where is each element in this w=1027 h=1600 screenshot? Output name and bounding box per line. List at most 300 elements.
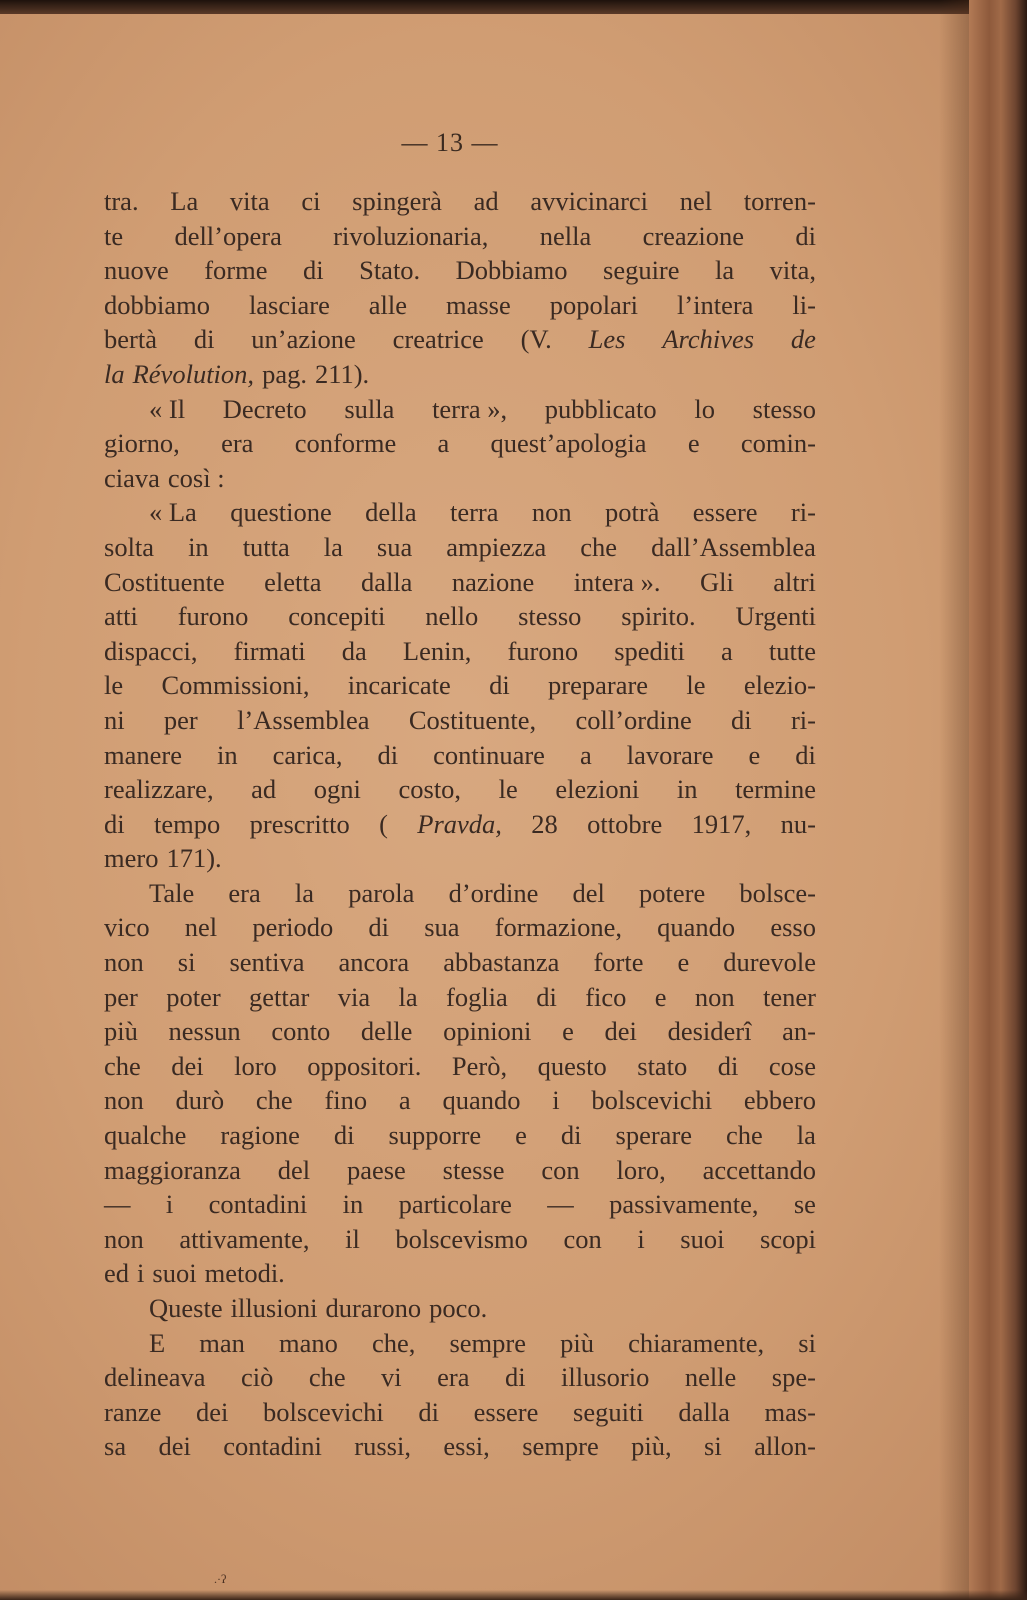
word: Però, xyxy=(451,1050,508,1081)
word: e xyxy=(654,981,667,1012)
book-spine xyxy=(969,0,1027,1600)
word: scopi xyxy=(760,1223,816,1254)
word: ( xyxy=(379,808,388,839)
word: firmati xyxy=(233,635,306,666)
word: nuove xyxy=(104,255,169,286)
word: di xyxy=(489,670,510,701)
word: di xyxy=(333,1120,355,1151)
text-line xyxy=(104,565,816,600)
word: seguire xyxy=(603,255,680,286)
text-line xyxy=(104,322,816,357)
word: la xyxy=(323,531,343,562)
word: E xyxy=(149,1327,166,1358)
word: Decreto xyxy=(222,393,307,424)
text-line xyxy=(104,599,816,634)
word: stesse xyxy=(442,1154,505,1185)
word: la xyxy=(398,981,418,1012)
word: Lenin, xyxy=(402,635,472,666)
word: in xyxy=(188,531,209,562)
word: si xyxy=(798,1327,816,1358)
text-line xyxy=(104,634,816,669)
word: qualche xyxy=(104,1120,187,1151)
text-line xyxy=(104,945,816,980)
text-line xyxy=(104,1118,816,1153)
word: Stato. xyxy=(359,255,421,286)
word: contadini xyxy=(223,1431,322,1462)
word: ciava xyxy=(104,462,160,493)
word: illusioni xyxy=(230,1293,318,1323)
word: termine xyxy=(735,774,816,805)
word: mano xyxy=(279,1327,338,1358)
word: essere xyxy=(692,497,758,528)
word: preparare xyxy=(548,670,649,701)
word: di xyxy=(795,739,816,770)
word: (V. xyxy=(520,324,552,355)
word: di xyxy=(104,808,125,839)
word: durevole xyxy=(723,947,816,978)
page-top-edge xyxy=(0,0,1027,14)
word: continuare xyxy=(433,739,545,770)
text-line xyxy=(104,1049,816,1084)
word: sperare xyxy=(615,1120,693,1151)
word: dei xyxy=(171,1050,204,1081)
word: opinioni xyxy=(443,1016,532,1047)
word: creatrice xyxy=(392,324,484,355)
word: delle xyxy=(360,1016,413,1047)
text-line xyxy=(104,876,816,911)
page-bottom-edge xyxy=(0,1590,1027,1600)
word: l’Assemblea xyxy=(237,704,370,735)
word: sa xyxy=(104,1431,127,1462)
text-line xyxy=(104,1187,816,1222)
word: la xyxy=(715,255,735,286)
word: e xyxy=(562,1016,574,1047)
word: del xyxy=(572,877,605,908)
word: cose xyxy=(768,1050,816,1081)
word: era xyxy=(228,877,261,908)
word: foglia xyxy=(446,981,508,1012)
word: 171). xyxy=(166,843,222,874)
word: realizzare, xyxy=(104,774,214,805)
ink-smudge: .·ʔ xyxy=(214,1572,227,1586)
word: « La xyxy=(149,497,197,528)
word: più, xyxy=(631,1431,672,1462)
word: seguiti xyxy=(573,1396,644,1427)
word: forme xyxy=(204,255,268,286)
word: da xyxy=(341,635,367,666)
word: — xyxy=(547,1189,574,1220)
text-line xyxy=(104,357,816,392)
text-line xyxy=(104,495,816,530)
word: maggioranza xyxy=(104,1154,241,1185)
word: più xyxy=(104,1016,138,1047)
page-number: — 13 — xyxy=(401,128,499,157)
word: tener xyxy=(763,981,816,1012)
word: manere xyxy=(104,739,182,770)
word: via xyxy=(337,981,371,1012)
word: in xyxy=(676,774,698,805)
word: questo xyxy=(537,1050,607,1081)
word: vi xyxy=(381,1362,402,1393)
word: conto xyxy=(271,1016,331,1047)
word: russi, xyxy=(354,1431,411,1462)
word: vita, xyxy=(769,255,816,286)
text-line xyxy=(104,288,816,323)
word: elezioni xyxy=(555,774,640,805)
text-line xyxy=(104,1395,816,1430)
word: allon- xyxy=(754,1431,816,1462)
word: che xyxy=(255,1085,293,1116)
word: essi, xyxy=(443,1431,490,1462)
word: tra. xyxy=(104,186,139,216)
text-line xyxy=(104,1014,816,1049)
word: 211). xyxy=(314,358,370,389)
word: quando xyxy=(657,912,736,943)
word: dalla xyxy=(360,566,413,597)
word: elezio- xyxy=(743,670,816,701)
word: pag. xyxy=(262,358,307,389)
word: ragione xyxy=(220,1120,300,1151)
word: concepiti xyxy=(288,601,386,632)
word: e xyxy=(687,428,700,459)
word: e xyxy=(677,947,690,978)
word: prescritto xyxy=(249,808,350,839)
word: « Il xyxy=(149,393,186,424)
word: sulla xyxy=(344,393,395,424)
word: coll’ordine xyxy=(575,704,692,735)
word: dall’Assemblea xyxy=(651,531,816,562)
word: sua xyxy=(424,912,460,943)
word: di xyxy=(536,981,557,1012)
text-line xyxy=(104,426,816,461)
word: che xyxy=(308,1362,346,1393)
word: si xyxy=(704,1431,722,1462)
word: che, xyxy=(371,1327,416,1358)
word: te xyxy=(104,220,124,251)
word: nazione xyxy=(451,566,535,597)
word: così : xyxy=(167,462,225,493)
word: ed xyxy=(104,1258,130,1289)
word: poco. xyxy=(429,1293,488,1323)
word: non xyxy=(531,497,572,528)
word: se xyxy=(793,1189,816,1220)
word: e xyxy=(515,1120,527,1151)
word: supporre xyxy=(388,1120,482,1151)
word: quando xyxy=(442,1085,521,1116)
word: di xyxy=(795,220,816,251)
word: ni xyxy=(104,704,125,735)
word: lo xyxy=(694,393,715,424)
word: le xyxy=(686,670,706,701)
word: dalla xyxy=(678,1396,730,1427)
word: delineava xyxy=(104,1362,206,1393)
word: forte xyxy=(593,947,644,978)
word: Gli xyxy=(699,566,734,597)
word: di xyxy=(560,1120,582,1151)
word: gettar xyxy=(249,981,310,1012)
word: più xyxy=(560,1327,594,1358)
word: sentiva xyxy=(229,947,305,978)
word: i xyxy=(165,1189,174,1220)
word: parola xyxy=(348,877,415,908)
word: Costituente xyxy=(104,566,225,597)
word: a xyxy=(437,428,450,459)
word: conforme xyxy=(294,428,397,459)
word: si xyxy=(177,947,196,978)
text-line xyxy=(104,1083,816,1118)
word: 28 xyxy=(531,808,558,839)
word: Tale xyxy=(149,877,195,908)
word: attivamente, xyxy=(179,1223,310,1254)
word: nelle xyxy=(684,1362,737,1393)
word: la xyxy=(104,358,125,389)
word: che xyxy=(580,531,618,562)
word: un’azione xyxy=(251,324,356,355)
word: dell’opera xyxy=(174,220,282,251)
word: tutta xyxy=(242,531,290,562)
body-text xyxy=(104,184,816,1464)
word: La xyxy=(170,186,199,216)
word: questione xyxy=(230,497,332,528)
word: quest’apologia xyxy=(490,428,647,459)
word: durò xyxy=(175,1085,225,1116)
word: i xyxy=(552,1085,560,1116)
word: spediti xyxy=(614,635,685,666)
word: per xyxy=(104,981,138,1012)
word: ciò xyxy=(240,1362,274,1393)
word: sua xyxy=(376,531,413,562)
word: man xyxy=(199,1327,245,1358)
word: mas- xyxy=(764,1396,816,1427)
text-line xyxy=(104,772,816,807)
word: alle xyxy=(368,289,408,320)
word: ranze xyxy=(104,1396,162,1427)
word: ri- xyxy=(790,704,816,735)
word: li- xyxy=(792,289,816,320)
word: i xyxy=(637,1223,645,1254)
word: e xyxy=(748,739,761,770)
word: bertà xyxy=(104,324,157,355)
word: dobbiamo xyxy=(104,289,210,320)
word: nella xyxy=(539,220,592,251)
word: terra xyxy=(449,497,499,528)
text-line xyxy=(104,184,816,219)
word: non xyxy=(104,1085,144,1116)
word: suoi xyxy=(152,1258,197,1289)
word: in xyxy=(342,1189,364,1220)
word: dei xyxy=(158,1431,191,1462)
word: Archives xyxy=(662,324,755,355)
word: di xyxy=(504,1362,526,1393)
text-line xyxy=(104,1326,816,1361)
word: bolscevismo xyxy=(395,1223,528,1254)
word: dei xyxy=(196,1396,229,1427)
word: mero xyxy=(104,843,159,874)
word: Révolution, xyxy=(132,358,255,389)
text-line xyxy=(104,1291,816,1326)
text-line xyxy=(104,1256,816,1291)
word: sempre xyxy=(522,1431,599,1462)
word: altri xyxy=(773,566,816,597)
word: ancora xyxy=(338,947,410,978)
text-line xyxy=(104,668,816,703)
word: tempo xyxy=(154,808,221,839)
word: ebbero xyxy=(743,1085,816,1116)
word: costo, xyxy=(398,774,462,805)
word: bolsce- xyxy=(739,877,816,908)
word: fino xyxy=(324,1085,368,1116)
word: sempre xyxy=(449,1327,526,1358)
word: suoi xyxy=(680,1223,725,1254)
word: terra », xyxy=(432,393,508,424)
word: — xyxy=(104,1189,131,1220)
word: essere xyxy=(473,1396,539,1427)
word: formazione, xyxy=(494,912,622,943)
word: accettando xyxy=(702,1154,816,1185)
text-line xyxy=(104,530,816,565)
word: che xyxy=(104,1050,141,1081)
word: 1917, xyxy=(691,808,752,839)
word: ampiezza xyxy=(446,531,547,562)
word: metodi. xyxy=(204,1258,285,1289)
word: a xyxy=(721,635,733,666)
word: dispacci, xyxy=(104,635,198,666)
word: con xyxy=(563,1223,602,1254)
word: masse xyxy=(445,289,511,320)
word: atti xyxy=(104,601,138,632)
text-line xyxy=(104,1360,816,1395)
word: di xyxy=(418,1396,439,1427)
word: popolari xyxy=(549,289,638,320)
word: a xyxy=(398,1085,411,1116)
word: le xyxy=(498,774,518,805)
word: periodo xyxy=(252,912,334,943)
word: la xyxy=(294,877,315,908)
word: spe- xyxy=(771,1362,816,1393)
word: per xyxy=(163,704,198,735)
word: Les xyxy=(588,324,626,355)
word: potrà xyxy=(604,497,660,528)
word: con xyxy=(541,1154,580,1185)
word: le xyxy=(104,670,124,701)
word: Pravda, xyxy=(417,808,502,839)
word: desiderî xyxy=(667,1016,752,1047)
word: Costituente, xyxy=(408,704,537,735)
word: la xyxy=(796,1120,816,1151)
word: era xyxy=(437,1362,470,1393)
word: Queste xyxy=(149,1293,223,1323)
word: intera ». xyxy=(573,566,661,597)
word: spingerà xyxy=(352,186,442,216)
text-line xyxy=(104,1429,816,1464)
word: ottobre xyxy=(587,808,663,839)
word: non xyxy=(104,1223,144,1254)
word: ogni xyxy=(313,774,361,805)
word: nel xyxy=(679,186,713,216)
word: i xyxy=(137,1258,145,1289)
word: potere xyxy=(639,877,706,908)
word: loro, xyxy=(616,1154,666,1185)
word: furono xyxy=(507,635,579,666)
text-line xyxy=(104,703,816,738)
word: stesso xyxy=(518,601,582,632)
word: furono xyxy=(177,601,249,632)
word: an- xyxy=(782,1016,816,1047)
word: paese xyxy=(346,1154,406,1185)
word: durarono xyxy=(325,1293,422,1323)
word: Dobbiamo xyxy=(455,255,568,286)
word: abbastanza xyxy=(443,947,560,978)
word: oppositori. xyxy=(307,1050,422,1081)
word: non xyxy=(104,947,144,978)
word: particolare xyxy=(398,1189,512,1220)
word: ri- xyxy=(790,497,816,528)
word: del xyxy=(277,1154,311,1185)
word: Urgenti xyxy=(735,601,816,632)
text-line xyxy=(104,253,816,288)
word: rivoluzionaria, xyxy=(333,220,489,251)
text-line xyxy=(104,807,816,842)
word: di xyxy=(368,912,390,943)
word: di xyxy=(731,704,752,735)
word: tutte xyxy=(768,635,816,666)
word: giorno, xyxy=(104,428,180,459)
word: ad xyxy=(251,774,277,805)
text-line xyxy=(104,841,816,876)
word: in xyxy=(216,739,238,770)
word: nessun xyxy=(168,1016,241,1047)
word: lavorare xyxy=(626,739,714,770)
word: nu- xyxy=(780,808,816,839)
word: illusorio xyxy=(561,1362,650,1393)
word: dei xyxy=(604,1016,637,1047)
word: bolscevichi xyxy=(263,1396,384,1427)
word: della xyxy=(365,497,417,528)
word: chiaramente, xyxy=(628,1327,765,1358)
word: de xyxy=(790,324,816,355)
word: nel xyxy=(184,912,218,943)
text-line xyxy=(104,1153,816,1188)
word: Commissioni, xyxy=(161,670,310,701)
text-line xyxy=(104,461,816,496)
word: creazione xyxy=(642,220,745,251)
word: fico xyxy=(585,981,627,1012)
word: torren- xyxy=(743,186,816,216)
word: incaricate xyxy=(347,670,451,701)
text-line xyxy=(104,980,816,1015)
word: solta xyxy=(104,531,155,562)
word: il xyxy=(345,1223,360,1254)
word: di xyxy=(717,1050,739,1081)
word: avvicinarci xyxy=(530,186,649,216)
text-line xyxy=(104,738,816,773)
word: stesso xyxy=(752,393,816,424)
spine-shadow xyxy=(939,0,969,1600)
word: non xyxy=(694,981,735,1012)
text-line xyxy=(104,392,816,427)
word: vico xyxy=(104,912,150,943)
word: ci xyxy=(301,186,321,216)
word: era xyxy=(221,428,254,459)
word: d’ordine xyxy=(448,877,539,908)
text-line xyxy=(104,1222,816,1257)
word: l’intera xyxy=(676,289,754,320)
word: stato xyxy=(637,1050,688,1081)
word: di xyxy=(302,255,324,286)
word: poter xyxy=(166,981,221,1012)
word: contadini xyxy=(208,1189,308,1220)
word: esso xyxy=(770,912,816,943)
